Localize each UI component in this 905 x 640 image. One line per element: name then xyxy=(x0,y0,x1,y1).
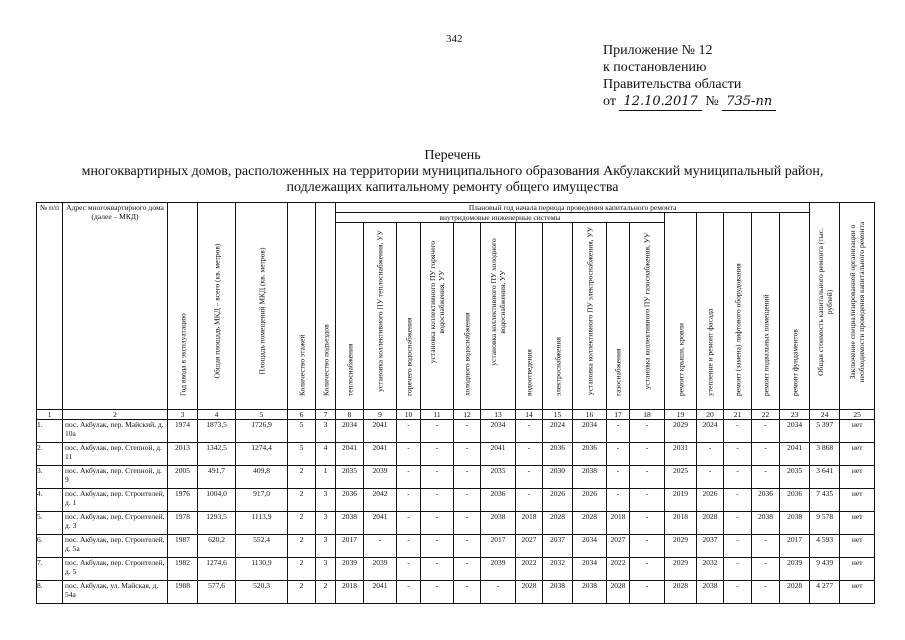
column-number-cell: 10 xyxy=(397,410,421,420)
table-cell: - xyxy=(516,466,543,489)
table-cell: 1982 xyxy=(168,558,198,581)
table-cell: 3 xyxy=(316,512,336,535)
table-cell: 2027 xyxy=(516,535,543,558)
column-number-cell: 24 xyxy=(810,410,840,420)
header-address: Адрес многоквартирного дома (далее – МКД) xyxy=(63,203,168,410)
table-cell: 1130,9 xyxy=(236,558,288,581)
appendix-date-line xyxy=(603,93,776,111)
table-row xyxy=(37,466,875,489)
table-cell: 2029 xyxy=(665,535,697,558)
table-cell: 8. xyxy=(37,581,63,604)
table-cell: 2041 xyxy=(336,443,364,466)
table-cell: 2024 xyxy=(543,420,573,443)
table-cell: 2028 xyxy=(665,581,697,604)
column-number-cell: 21 xyxy=(724,410,752,420)
table-cell: 2041 xyxy=(780,443,810,466)
address-cell: пос. Акбулак, пер. Строителей, д. 3 xyxy=(63,512,168,535)
header-elevator: ремонт (замена) лифтового оборудования xyxy=(724,213,752,410)
header-heating: теплоснабжения xyxy=(336,223,364,410)
table-cell: 2. xyxy=(37,443,63,466)
header-cold-water-meter: установка коллективного ПУ холодного водоснабжения, УУ xyxy=(481,223,516,410)
address-cell: пос. Акбулак, пер. Степной, д. 9 xyxy=(63,466,168,489)
document-title xyxy=(0,148,905,196)
header-conclusion: Заключение специализированной организации о необходимости проведения капитального ремонта xyxy=(840,203,875,410)
table-cell: 3 xyxy=(316,420,336,443)
column-number-cell: 19 xyxy=(665,410,697,420)
table-cell: 577,6 xyxy=(198,581,236,604)
table-cell: - xyxy=(397,558,421,581)
header-facade: утепление и ремонт фасада xyxy=(697,213,724,410)
column-number-cell: 14 xyxy=(516,410,543,420)
table-cell: 2035 xyxy=(336,466,364,489)
table-cell: - xyxy=(630,512,665,535)
table-cell: - xyxy=(421,489,454,512)
table-row xyxy=(37,489,875,512)
table-cell: 5. xyxy=(37,512,63,535)
table-cell: - xyxy=(630,466,665,489)
table-cell: 2036 xyxy=(780,489,810,512)
table-cell: 2038 xyxy=(752,512,780,535)
column-number-cell: 2 xyxy=(63,410,168,420)
table-cell: 2038 xyxy=(697,581,724,604)
table-cell: 2035 xyxy=(780,466,810,489)
table-cell: 2041 xyxy=(364,420,397,443)
column-number-cell: 8 xyxy=(336,410,364,420)
table-cell: 2 xyxy=(288,489,316,512)
table-cell: 2039 xyxy=(364,558,397,581)
address-cell: пос. Акбулак, ул. Майская, д. 54а xyxy=(63,581,168,604)
table-cell: 2034 xyxy=(780,420,810,443)
table-cell: 2036 xyxy=(573,443,607,466)
table-cell: - xyxy=(454,535,481,558)
table-cell: - xyxy=(724,489,752,512)
table-cell: - xyxy=(607,420,630,443)
table-cell: 2022 xyxy=(516,558,543,581)
header-total-area: Общая площадь МКД – всего (кв. метров) xyxy=(198,203,236,410)
header-year: Год ввода в эксплуатацию xyxy=(168,203,198,410)
header-basement: ремонт подвальных помещений xyxy=(752,213,780,410)
table-cell: 2038 xyxy=(573,581,607,604)
table-cell: 3 xyxy=(316,558,336,581)
table-cell: - xyxy=(421,420,454,443)
table-cell: 2035 xyxy=(481,466,516,489)
table-cell: - xyxy=(421,558,454,581)
table-cell: - xyxy=(397,535,421,558)
table-cell: нет xyxy=(840,535,875,558)
buildings-table xyxy=(36,202,875,604)
header-drainage: водоотведения xyxy=(516,223,543,410)
table-cell: 2041 xyxy=(481,443,516,466)
table-cell: - xyxy=(697,466,724,489)
table-cell: 2029 xyxy=(665,558,697,581)
table-cell: 2028 xyxy=(573,512,607,535)
column-number-cell: 16 xyxy=(573,410,607,420)
table-row xyxy=(37,420,875,443)
table-cell: 1974 xyxy=(168,420,198,443)
header-internal-systems: внутридомовые инженерные системы xyxy=(336,213,665,223)
table-cell: 4 xyxy=(316,443,336,466)
table-cell: 2038 xyxy=(780,512,810,535)
table-cell: 2018 xyxy=(665,512,697,535)
header-floors: Количество этажей xyxy=(288,203,316,410)
column-number-cell: 22 xyxy=(752,410,780,420)
table-cell: 1342,5 xyxy=(198,443,236,466)
table-cell: 620,2 xyxy=(198,535,236,558)
table-cell: 1987 xyxy=(168,535,198,558)
table-cell: 1873,5 xyxy=(198,420,236,443)
table-cell: - xyxy=(630,535,665,558)
table-cell: 2017 xyxy=(336,535,364,558)
table-cell: - xyxy=(397,420,421,443)
table-cell: 7. xyxy=(37,558,63,581)
table-cell: 2024 xyxy=(697,420,724,443)
table-cell: 2041 xyxy=(364,512,397,535)
table-cell: - xyxy=(724,420,752,443)
table-cell: 4 593 xyxy=(810,535,840,558)
table-cell: 917,0 xyxy=(236,489,288,512)
address-cell: пос. Акбулак, пер. Майский, д. 10а xyxy=(63,420,168,443)
table-cell: - xyxy=(630,558,665,581)
table-cell: 1. xyxy=(37,420,63,443)
table-cell: - xyxy=(454,420,481,443)
table-cell: 2 xyxy=(288,512,316,535)
table-cell: 2022 xyxy=(607,558,630,581)
header-gas-meter: установка коллективного ПУ газоснабжения, УУ xyxy=(630,223,665,410)
table-row xyxy=(37,443,875,466)
table-cell: 5 xyxy=(288,443,316,466)
header-num: № п/п xyxy=(37,203,63,410)
table-cell: 1293,5 xyxy=(198,512,236,535)
table-cell: - xyxy=(454,489,481,512)
table-cell: - xyxy=(454,558,481,581)
table-cell: 2038 xyxy=(481,512,516,535)
table-cell: нет xyxy=(840,581,875,604)
table-cell: 2018 xyxy=(516,512,543,535)
table-cell: 2039 xyxy=(780,558,810,581)
column-number-cell: 20 xyxy=(697,410,724,420)
table-row xyxy=(37,535,875,558)
table-cell: 6. xyxy=(37,535,63,558)
header-foundation: ремонт фундаментов xyxy=(780,213,810,410)
table-cell: - xyxy=(516,443,543,466)
table-cell: 2039 xyxy=(364,466,397,489)
table-cell: 2019 xyxy=(665,489,697,512)
table-cell: 552,4 xyxy=(236,535,288,558)
table-cell: 2032 xyxy=(697,558,724,581)
table-cell: нет xyxy=(840,489,875,512)
table-cell: 2026 xyxy=(543,489,573,512)
table-cell: - xyxy=(454,581,481,604)
table-cell: 2026 xyxy=(573,489,607,512)
table-cell: 2028 xyxy=(516,581,543,604)
table-cell: 2013 xyxy=(168,443,198,466)
table-cell: 2041 xyxy=(364,581,397,604)
table-cell: 1004,0 xyxy=(198,489,236,512)
table-cell: 2025 xyxy=(665,466,697,489)
table-cell: 2 xyxy=(288,535,316,558)
column-number-cell: 23 xyxy=(780,410,810,420)
table-cell: - xyxy=(724,512,752,535)
appendix-line-1: Приложение № 12 xyxy=(603,43,713,58)
table-cell: - xyxy=(607,489,630,512)
column-number-cell: 1 xyxy=(37,410,63,420)
table-cell: 2018 xyxy=(607,512,630,535)
column-number-cell: 18 xyxy=(630,410,665,420)
appendix-block xyxy=(603,42,776,111)
table-cell: 3 641 xyxy=(810,466,840,489)
table-cell: 1 xyxy=(316,466,336,489)
table-cell: 2038 xyxy=(543,581,573,604)
header-roof: ремонт крыши, кровли xyxy=(665,213,697,410)
header-hot-water-meter: установка коллективного ПУ горячего водоснабжения, УУ xyxy=(421,223,454,410)
table-cell: 3. xyxy=(37,466,63,489)
resolution-date: 12.10.2017 xyxy=(619,93,701,111)
table-cell: 2005 xyxy=(168,466,198,489)
table-cell: 2034 xyxy=(573,558,607,581)
column-number-cell: 3 xyxy=(168,410,198,420)
table-cell: - xyxy=(481,581,516,604)
table-cell: 2036 xyxy=(481,489,516,512)
table-cell: - xyxy=(421,535,454,558)
table-cell: - xyxy=(421,512,454,535)
resolution-number: 735-пп xyxy=(722,93,776,111)
table-cell: 3 xyxy=(316,489,336,512)
column-number-cell: 6 xyxy=(288,410,316,420)
table-cell: - xyxy=(421,443,454,466)
header-hot-water: горячего водоснабжения xyxy=(397,223,421,410)
table-cell: - xyxy=(630,489,665,512)
table-cell: - xyxy=(724,558,752,581)
table-row xyxy=(37,581,875,604)
table-cell: 2018 xyxy=(336,581,364,604)
column-number-cell: 5 xyxy=(236,410,288,420)
address-cell: пос. Акбулак, пер. Строителей, д. 5 xyxy=(63,558,168,581)
table-cell: 2034 xyxy=(573,535,607,558)
table-cell: 2036 xyxy=(752,489,780,512)
table-cell: нет xyxy=(840,420,875,443)
column-number-cell: 4 xyxy=(198,410,236,420)
table-row xyxy=(37,558,875,581)
table-cell: 1978 xyxy=(168,512,198,535)
table-cell: 2038 xyxy=(573,466,607,489)
header-room-area: Площадь помещений МКД (кв. метров) xyxy=(236,203,288,410)
table-cell: - xyxy=(397,489,421,512)
table-cell: 2027 xyxy=(607,535,630,558)
table-cell: - xyxy=(697,443,724,466)
table-cell: - xyxy=(752,535,780,558)
table-cell: - xyxy=(454,512,481,535)
table-cell: - xyxy=(630,420,665,443)
table-cell: - xyxy=(752,558,780,581)
table-cell: 1274,4 xyxy=(236,443,288,466)
table-cell: 5 397 xyxy=(810,420,840,443)
table-cell: 4 277 xyxy=(810,581,840,604)
header-total-cost: Общая стоимость капитального ремонта (тыс. рублей) xyxy=(810,203,840,410)
table-cell: 2034 xyxy=(481,420,516,443)
table-cell: 2017 xyxy=(780,535,810,558)
header-electricity: электроснабжения xyxy=(543,223,573,410)
table-cell: 2034 xyxy=(336,420,364,443)
table-cell: - xyxy=(364,535,397,558)
table-cell: 2017 xyxy=(481,535,516,558)
table-cell: 409,8 xyxy=(236,466,288,489)
table-cell: - xyxy=(724,535,752,558)
table-cell: 4. xyxy=(37,489,63,512)
table-cell: - xyxy=(397,443,421,466)
header-heating-meter: установка коллективного ПУ теплоснабжения, УУ xyxy=(364,223,397,410)
table-cell: 1988 xyxy=(168,581,198,604)
table-cell: - xyxy=(454,443,481,466)
table-cell: 2034 xyxy=(573,420,607,443)
column-number-row xyxy=(37,410,875,420)
column-number-cell: 9 xyxy=(364,410,397,420)
table-cell: - xyxy=(724,466,752,489)
table-cell: 3 868 xyxy=(810,443,840,466)
table-cell: - xyxy=(397,466,421,489)
column-number-cell: 12 xyxy=(454,410,481,420)
table-cell: - xyxy=(630,581,665,604)
table-cell: 1113,9 xyxy=(236,512,288,535)
column-number-cell: 13 xyxy=(481,410,516,420)
number-prefix: № xyxy=(705,94,719,109)
table-cell: нет xyxy=(840,512,875,535)
table-cell: - xyxy=(752,466,780,489)
column-number-cell: 25 xyxy=(840,410,875,420)
address-cell: пос. Акбулак, пер. Строителей, д. 1 xyxy=(63,489,168,512)
page-number: 342 xyxy=(446,33,463,45)
table-cell: - xyxy=(607,443,630,466)
appendix-line-2: к постановлению xyxy=(603,60,707,75)
table-cell: - xyxy=(752,443,780,466)
table-cell: 2030 xyxy=(543,466,573,489)
table-cell: 2037 xyxy=(543,535,573,558)
table-row xyxy=(37,512,875,535)
table-cell: 2028 xyxy=(543,512,573,535)
table-cell: - xyxy=(397,581,421,604)
header-entrances: Количество подъездов xyxy=(316,203,336,410)
table-cell: 2036 xyxy=(543,443,573,466)
table-cell: - xyxy=(454,466,481,489)
table-cell: 2037 xyxy=(697,535,724,558)
table-cell: 9 578 xyxy=(810,512,840,535)
table-cell: 2 xyxy=(288,581,316,604)
table-cell: - xyxy=(630,443,665,466)
table-cell: 1274,6 xyxy=(198,558,236,581)
table-cell: - xyxy=(607,466,630,489)
table-cell: 520,3 xyxy=(236,581,288,604)
table-cell: 2029 xyxy=(665,420,697,443)
table-cell: - xyxy=(397,512,421,535)
table-cell: - xyxy=(724,443,752,466)
table-cell: нет xyxy=(840,466,875,489)
title-line-2: многоквартирных домов, расположенных на территории муниципального образования Акбулакский муниципальный район, xyxy=(81,164,824,179)
appendix-line-3: Правительства области xyxy=(603,77,742,92)
table-cell: 2038 xyxy=(336,512,364,535)
date-prefix: от xyxy=(603,94,616,109)
column-number-cell: 17 xyxy=(607,410,630,420)
column-number-cell: 11 xyxy=(421,410,454,420)
table-cell: 2 xyxy=(288,558,316,581)
table-cell: - xyxy=(421,466,454,489)
table-cell: 2 xyxy=(288,466,316,489)
table-cell: 1976 xyxy=(168,489,198,512)
table-cell: - xyxy=(421,581,454,604)
table-cell: - xyxy=(752,420,780,443)
header-cold-water: холодного водоснабжения xyxy=(454,223,481,410)
table-cell: 2026 xyxy=(697,489,724,512)
column-number-cell: 15 xyxy=(543,410,573,420)
table-cell: 9 439 xyxy=(810,558,840,581)
table-cell: 2028 xyxy=(697,512,724,535)
table-cell: 2028 xyxy=(607,581,630,604)
table-cell: - xyxy=(752,581,780,604)
table-cell: 2039 xyxy=(336,558,364,581)
table-cell: - xyxy=(516,420,543,443)
table-cell: 7 435 xyxy=(810,489,840,512)
table-cell: 491,7 xyxy=(198,466,236,489)
table-cell: 2039 xyxy=(481,558,516,581)
table-cell: 2042 xyxy=(364,489,397,512)
table-cell: 1726,9 xyxy=(236,420,288,443)
title-line-1: Перечень xyxy=(424,148,481,163)
column-number-cell: 7 xyxy=(316,410,336,420)
table-cell: 2 xyxy=(316,581,336,604)
table-cell: 2041 xyxy=(364,443,397,466)
table-cell: 5 xyxy=(288,420,316,443)
table-cell: 2031 xyxy=(665,443,697,466)
address-cell: пос. Акбулак, пер. Степной, д. 11 xyxy=(63,443,168,466)
table-cell: 3 xyxy=(316,535,336,558)
table-cell: - xyxy=(516,489,543,512)
table-cell: 2036 xyxy=(336,489,364,512)
table-cell: нет xyxy=(840,558,875,581)
header-plan-year: Плановый год начала периода проведения капитального ремонта xyxy=(336,203,810,213)
table-cell: 2028 xyxy=(780,581,810,604)
title-line-3: подлежащих капитальному ремонту общего имущества xyxy=(286,180,619,195)
address-cell: пос. Акбулак, пер. Строителей, д. 5а xyxy=(63,535,168,558)
header-gas: газоснабжения xyxy=(607,223,630,410)
table-cell: - xyxy=(724,581,752,604)
table-cell: нет xyxy=(840,443,875,466)
table-cell: 2032 xyxy=(543,558,573,581)
header-electricity-meter: установка коллективного ПУ электроснабжения, УУ xyxy=(573,223,607,410)
